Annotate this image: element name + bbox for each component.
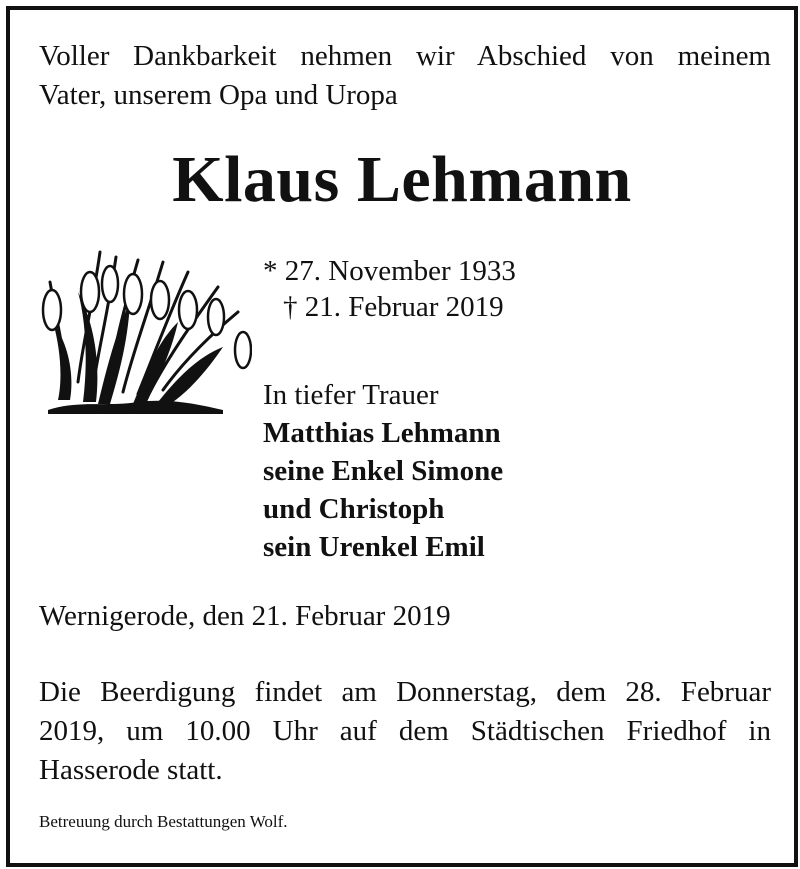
intro-line-1: Voller Dankbarkeit nehmen wir Abschied von meinem: [39, 40, 771, 72]
funeral-line-1: Die Beerdigung findet am Donnerstag, dem 28. Februar: [39, 676, 771, 708]
funeral-line-2: 2019, um 10.00 Uhr auf dem Städtischen Friedhof in: [39, 715, 771, 747]
birth-date: * 27. November 1933: [263, 255, 516, 287]
deceased-name: Klaus Lehmann: [172, 143, 632, 216]
footer-credit: Betreuung durch Bestattungen Wolf.: [39, 812, 288, 831]
mourner-name: seine Enkel Simone: [263, 455, 504, 487]
mourning-intro: In tiefer Trauer: [263, 379, 439, 411]
life-dates: [263, 253, 516, 325]
mourner-name: und Christoph: [263, 493, 445, 525]
place-date: Wernigerode, den 21. Februar 2019: [39, 600, 451, 632]
obituary-frame: [6, 6, 798, 867]
intro-text: [39, 37, 771, 115]
death-date: † 21. Februar 2019: [283, 291, 504, 323]
mourner-name: Matthias Lehmann: [263, 417, 501, 449]
snowdrop-icon: [38, 232, 252, 417]
mourners-block: [263, 376, 503, 566]
intro-line-2: Vater, unserem Opa und Uropa: [39, 79, 398, 111]
funeral-notice: [39, 673, 771, 790]
mourner-name: sein Urenkel Emil: [263, 531, 485, 563]
funeral-line-3: Hasserode statt.: [39, 754, 223, 786]
